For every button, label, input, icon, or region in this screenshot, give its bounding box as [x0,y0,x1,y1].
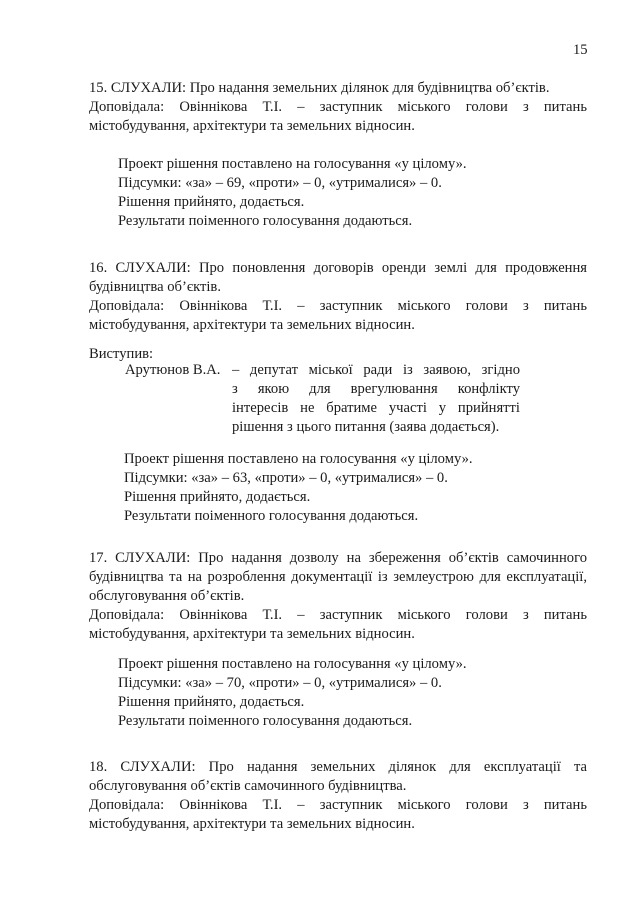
section-heading: 18. СЛУХАЛИ: Про надання земельних ділянок для експлуатації та [89,759,587,775]
vote-line: Рішення прийнято, додається. [124,489,311,505]
speaker-line-cont: містобудування, архітектури та земельних відносин. [89,118,415,134]
vote-line: Рішення прийнято, додається. [118,694,305,710]
section-17 [89,549,587,644]
page-number: 15 [573,42,588,58]
section-18 [89,758,587,834]
speech-text-line: інтересів не братиме участі у прийнятті [232,400,520,416]
vote-line: Проект рішення поставлено на голосування «у цілому». [118,656,467,672]
section-15 [89,79,587,136]
speaker-line: Доповідала: Овіннікова Т.І. – заступник міського голови з питань [89,607,587,623]
section-16-vote [89,450,622,526]
speech-text-line: – депутат міської ради із заявою, згідно [232,362,520,378]
section-15-vote [89,155,616,231]
vote-line: Результати поіменного голосування додаються. [118,213,413,229]
speaker-name: Арутюнов В.А. [125,362,221,378]
section-heading-cont: будівництва та на розроблення документації із землеустрою для експлуатації, [89,569,587,585]
section-heading: 17. СЛУХАЛИ: Про надання дозволу на збереження об’єктів самочинного [89,550,587,566]
speaker-line: Доповідала: Овіннікова Т.І. – заступник міського голови з питань [89,797,587,813]
speeches-label-text: Виступив: [89,346,154,362]
speaker-line-cont: містобудування, архітектури та земельних відносин. [89,816,415,832]
section-heading-cont: обслуговування об’єктів. [89,588,245,604]
speaker-line: Доповідала: Овіннікова Т.І. – заступник міського голови з питань [89,298,587,314]
vote-line: Підсумки: «за» – 69, «проти» – 0, «утрималися» – 0. [118,175,442,191]
vote-line: Результати поіменного голосування додаються. [118,713,413,729]
section-17-vote [89,655,616,731]
vote-line: Проект рішення поставлено на голосування «у цілому». [118,156,467,172]
section-heading-cont: будівництва об’єктів. [89,279,221,295]
speaker-line-cont: містобудування, архітектури та земельних відносин. [89,317,415,333]
speech-text [232,361,520,437]
section-16 [89,259,587,335]
vote-line: Проект рішення поставлено на голосування «у цілому». [124,451,473,467]
speech-text-line: з якою для врегулювання конфлікту [232,381,520,397]
speaker-line: Доповідала: Овіннікова Т.І. – заступник міського голови з питань [89,99,587,115]
speech-text-line: рішення з цього питання (заява додається). [232,419,500,435]
section-heading: 16. СЛУХАЛИ: Про поновлення договорів оренди землі для продовження [89,260,587,276]
vote-line: Підсумки: «за» – 70, «проти» – 0, «утрималися» – 0. [118,675,442,691]
vote-line: Результати поіменного голосування додаються. [124,508,419,524]
section-heading: 15. СЛУХАЛИ: Про надання земельних ділянок для будівництва об’єктів. [89,80,550,96]
section-heading-cont: обслуговування об’єктів самочинного будівництва. [89,778,407,794]
vote-line: Рішення прийнято, додається. [118,194,305,210]
vote-line: Підсумки: «за» – 63, «проти» – 0, «утрималися» – 0. [124,470,448,486]
speaker-line-cont: містобудування, архітектури та земельних відносин. [89,626,415,642]
